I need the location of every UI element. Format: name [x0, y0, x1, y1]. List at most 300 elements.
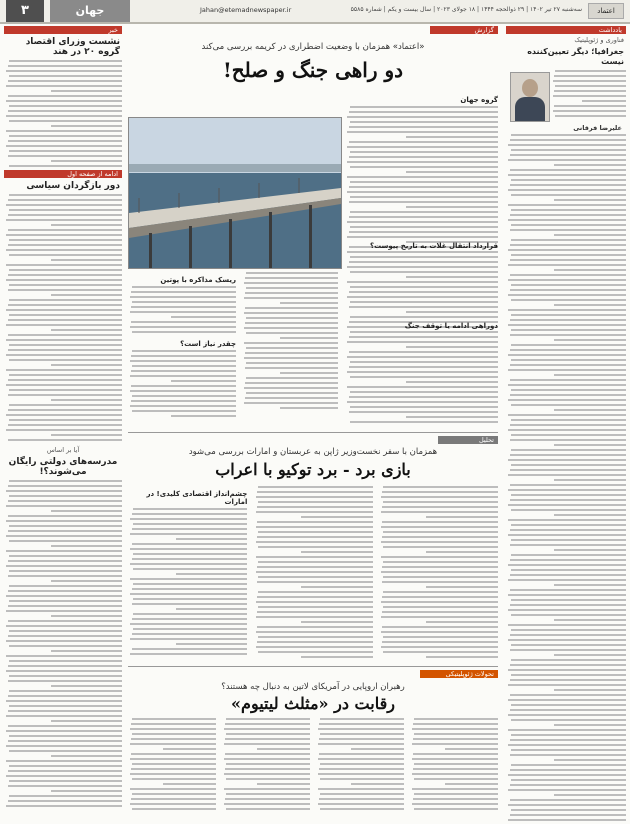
text-line: [510, 529, 626, 531]
text-line: [6, 565, 122, 567]
text-line: [412, 743, 498, 745]
text-line: [350, 271, 498, 273]
text-line: [9, 165, 122, 167]
text-line: [350, 121, 498, 123]
text-line: [510, 784, 626, 786]
text-line: [133, 508, 248, 510]
issue-meta: سه‌شنبه ۲۷ تیر ۱۴۰۲ | ۲۹ ذوالحجه ۱۴۴۴ | ۱۸ جولای ۲۰۲۳ | سال بیست و یکم | شماره ۵۵۸۵: [350, 6, 582, 13]
text-line: [257, 536, 373, 538]
continued-tag: ادامه از صفحه اول: [4, 170, 122, 178]
text-line: [224, 788, 310, 790]
text-line: [510, 634, 626, 636]
text-line: [508, 714, 626, 716]
text-line: [320, 733, 404, 735]
news-headline[interactable]: نشست وزرای اقتصاد گروه ۲۰ در هند: [25, 37, 120, 57]
text-line: [508, 819, 626, 821]
text-line: [508, 504, 626, 506]
text-line: [350, 376, 498, 378]
text-line: [51, 294, 122, 296]
text-line: [413, 738, 498, 740]
report-subhead-3: ریسک مذاکره با پوتین: [160, 276, 236, 284]
text-line: [349, 126, 498, 128]
text-line: [226, 808, 310, 810]
text-line: [8, 575, 122, 577]
text-line: [553, 95, 626, 97]
text-line: [246, 287, 338, 289]
text-line: [553, 80, 626, 82]
text-line: [350, 196, 498, 198]
text-line: [511, 509, 626, 511]
text-line: [132, 301, 236, 303]
text-line: [256, 646, 373, 648]
text-line: [225, 753, 310, 755]
text-line: [320, 778, 404, 780]
text-line: [381, 511, 498, 513]
text-line: [511, 254, 626, 256]
report-text-4: [128, 350, 236, 420]
text-line: [381, 601, 498, 603]
text-line: [225, 723, 310, 725]
text-line: [245, 367, 338, 369]
page-number: ۳: [6, 0, 44, 22]
text-line: [383, 501, 498, 503]
text-line: [244, 357, 338, 359]
text-line: [554, 444, 626, 446]
text-line: [9, 645, 122, 647]
text-line: [6, 595, 122, 597]
text-line: [132, 733, 216, 735]
text-line: [130, 311, 236, 313]
text-line: [508, 279, 626, 281]
text-line: [9, 314, 122, 316]
bridge-illustration: [129, 118, 341, 268]
text-line: [131, 355, 236, 357]
text-line: [554, 549, 626, 551]
text-line: [9, 120, 122, 122]
text-line: [6, 670, 122, 672]
text-line: [9, 630, 122, 632]
text-line: [349, 411, 498, 413]
text-line: [381, 571, 498, 573]
text-line: [320, 793, 404, 795]
text-line: [132, 588, 248, 590]
text-line: [132, 543, 248, 545]
text-line: [508, 789, 626, 791]
text-line: [554, 654, 626, 656]
column-headline[interactable]: جغرافیا؛ دیگر تعیین‌کننده نیست: [527, 47, 624, 66]
text-line: [382, 641, 498, 643]
analysis-subhead: چشم‌انداز اقتصادی کلیدی! در امارات: [146, 490, 248, 506]
text-line: [383, 561, 498, 563]
text-line: [412, 788, 498, 790]
text-line: [51, 364, 122, 366]
text-line: [51, 224, 122, 226]
text-line: [554, 759, 626, 761]
text-line: [256, 526, 373, 528]
text-line: [510, 589, 626, 591]
text-line: [508, 594, 626, 596]
text-line: [51, 790, 122, 792]
text-line: [508, 204, 626, 206]
text-line: [171, 380, 236, 382]
text-line: [555, 70, 626, 72]
text-line: [9, 374, 122, 376]
text-line: [256, 631, 373, 633]
news-text: [4, 60, 122, 170]
text-line: [6, 249, 122, 251]
text-line: [508, 474, 626, 476]
text-line: [256, 541, 373, 543]
text-line: [8, 289, 122, 291]
text-line: [6, 219, 122, 221]
text-line: [8, 439, 122, 441]
text-line: [511, 329, 626, 331]
text-line: [510, 289, 626, 291]
text-line: [350, 391, 498, 393]
text-line: [130, 653, 247, 655]
text-line: [382, 536, 498, 538]
text-line: [406, 346, 498, 348]
text-line: [8, 229, 122, 231]
text-line: [130, 296, 236, 298]
text-line: [510, 379, 626, 381]
text-line: [8, 319, 122, 321]
text-line: [412, 773, 498, 775]
text-line: [508, 459, 626, 461]
text-line: [256, 571, 373, 573]
text-line: [555, 85, 626, 87]
text-line: [130, 623, 247, 625]
text-line: [554, 269, 626, 271]
text-line: [133, 553, 248, 555]
text-line: [245, 352, 338, 354]
text-line: [257, 506, 373, 508]
text-line: [51, 510, 122, 512]
text-line: [9, 194, 122, 196]
text-line: [349, 396, 498, 398]
text-line: [511, 704, 626, 706]
text-line: [6, 70, 122, 72]
text-line: [6, 550, 122, 552]
text-line: [176, 643, 248, 645]
text-line: [8, 394, 122, 396]
text-line: [132, 603, 248, 605]
text-line: [508, 429, 626, 431]
text-line: [9, 750, 122, 752]
text-line: [132, 350, 236, 352]
text-line: [132, 718, 216, 720]
text-line: [510, 679, 626, 681]
text-line: [511, 554, 626, 556]
text-line: [510, 424, 626, 426]
text-line: [511, 749, 626, 751]
text-line: [9, 75, 122, 77]
text-line: [258, 561, 373, 563]
analysis-body: [128, 486, 498, 662]
text-line: [6, 85, 122, 87]
text-line: [257, 581, 373, 583]
text-line: [130, 578, 247, 580]
text-line: [350, 421, 498, 423]
text-line: [349, 156, 498, 158]
text-line: [9, 765, 122, 767]
text-line: [508, 414, 626, 416]
text-line: [171, 415, 236, 417]
text-line: [383, 636, 498, 638]
text-line: [244, 312, 338, 314]
text-line: [511, 779, 626, 781]
text-line: [508, 324, 626, 326]
text-line: [280, 407, 338, 409]
text-line: [383, 591, 498, 593]
text-line: [381, 496, 498, 498]
text-line: [510, 709, 626, 711]
text-line: [349, 186, 498, 188]
report-subhead-2: دوراهی ادامه یا توقف جنگ: [404, 322, 498, 330]
text-line: [224, 728, 310, 730]
text-line: [347, 341, 498, 343]
text-line: [383, 531, 498, 533]
text-line: [301, 516, 373, 518]
text-line: [414, 778, 498, 780]
text-line: [382, 521, 498, 523]
text-line: [510, 319, 626, 321]
text-line: [319, 753, 404, 755]
text-line: [245, 277, 338, 279]
text-line: [412, 758, 498, 760]
text-line: [6, 234, 122, 236]
text-line: [554, 689, 626, 691]
text-line: [318, 803, 404, 805]
text-line: [347, 266, 498, 268]
text-line: [508, 729, 626, 731]
text-line: [131, 400, 236, 402]
text-line: [224, 773, 310, 775]
text-line: [414, 733, 498, 735]
text-line: [406, 276, 498, 278]
report-body-left: [128, 272, 236, 428]
text-line: [8, 620, 122, 622]
text-line: [511, 539, 626, 541]
report-headline[interactable]: دو راهی جنگ و صلح!: [222, 58, 404, 82]
text-line: [381, 631, 498, 633]
text-line: [555, 115, 626, 117]
text-line: [510, 439, 626, 441]
text-line: [508, 219, 626, 221]
text-line: [51, 755, 122, 757]
text-line: [171, 316, 236, 318]
text-line: [280, 337, 338, 339]
text-line: [510, 229, 626, 231]
text-line: [414, 763, 498, 765]
text-line: [350, 361, 498, 363]
text-line: [510, 454, 626, 456]
text-line: [508, 519, 626, 521]
text-line: [382, 566, 498, 568]
text-line: [413, 768, 498, 770]
text-line: [9, 705, 122, 707]
text-line: [510, 154, 626, 156]
text-line: [258, 606, 373, 608]
text-line: [131, 321, 236, 323]
text-line: [6, 715, 122, 717]
text-line: [8, 590, 122, 592]
text-line: [257, 596, 373, 598]
text-line: [508, 684, 626, 686]
schools-kicker: آیا بر اساس: [46, 446, 80, 454]
text-line: [301, 551, 373, 553]
text-line: [130, 743, 216, 745]
text-line: [383, 546, 498, 548]
text-line: [8, 155, 122, 157]
text-line: [554, 374, 626, 376]
text-line: [510, 274, 626, 276]
divider-2: [128, 666, 498, 667]
text-line: [9, 795, 122, 797]
text-line: [554, 479, 626, 481]
text-line: [257, 641, 373, 643]
text-line: [511, 764, 626, 766]
text-line: [6, 775, 122, 777]
text-line: [9, 135, 122, 137]
text-line: [511, 404, 626, 406]
text-line: [130, 390, 236, 392]
text-line: [9, 690, 122, 692]
text-line: [349, 336, 498, 338]
text-line: [176, 608, 248, 610]
text-line: [319, 738, 404, 740]
text-line: [133, 598, 248, 600]
text-line: [132, 331, 236, 333]
text-line: [256, 511, 373, 513]
continued-headline[interactable]: دور بازگردان سیاسی: [26, 181, 120, 191]
text-line: [130, 593, 247, 595]
text-line: [508, 384, 626, 386]
text-line: [508, 624, 626, 626]
text-line: [6, 204, 122, 206]
text-line: [511, 149, 626, 151]
text-line: [382, 611, 498, 613]
text-line: [508, 564, 626, 566]
text-line: [6, 535, 122, 537]
text-line: [6, 490, 122, 492]
text-line: [426, 551, 498, 553]
text-line: [318, 728, 404, 730]
text-line: [511, 314, 626, 316]
report-subhead-1: قرارداد انتقال غلات به تاریخ پیوست؟: [370, 242, 498, 250]
analysis-headline[interactable]: بازی برد - برد توکیو با اعراب: [215, 460, 411, 479]
text-line: [51, 90, 122, 92]
text-line: [9, 344, 122, 346]
text-line: [350, 226, 498, 228]
text-line: [6, 414, 122, 416]
text-line: [245, 292, 338, 294]
text-line: [582, 100, 626, 102]
text-line: [256, 556, 373, 558]
right-column: [506, 26, 626, 816]
text-line: [257, 491, 373, 493]
text-line: [130, 803, 216, 805]
text-line: [257, 748, 310, 750]
text-line: [508, 774, 626, 776]
text-line: [6, 130, 122, 132]
text-line: [226, 718, 310, 720]
text-line: [319, 768, 404, 770]
text-line: [130, 638, 247, 640]
geopolitics-text-2: [316, 718, 404, 814]
text-line: [318, 773, 404, 775]
text-line: [132, 763, 216, 765]
left-column: [4, 26, 122, 816]
text-line: [245, 397, 338, 399]
text-line: [224, 803, 310, 805]
text-line: [8, 635, 122, 637]
text-line: [347, 356, 498, 358]
newspaper-logo: اعتماد: [588, 3, 624, 19]
schools-headline[interactable]: مدرسه‌های دولتی رایگان می‌شوند؟!: [8, 457, 118, 477]
text-line: [508, 174, 626, 176]
text-line: [350, 151, 498, 153]
text-line: [350, 181, 498, 183]
text-line: [349, 261, 498, 263]
text-line: [224, 758, 310, 760]
analysis-text-2: [253, 486, 372, 662]
text-line: [8, 274, 122, 276]
text-line: [351, 783, 404, 785]
text-line: [51, 720, 122, 722]
text-line: [8, 65, 122, 67]
text-line: [9, 600, 122, 602]
text-line: [280, 302, 338, 304]
geopolitics-headline[interactable]: رقابت در «مثلث لیتیوم»: [231, 694, 395, 713]
section-email[interactable]: Jahan@etemadnewspaper.ir: [200, 6, 292, 14]
text-line: [8, 710, 122, 712]
text-line: [130, 788, 216, 790]
text-line: [245, 307, 338, 309]
text-line: [350, 106, 498, 108]
text-line: [508, 354, 626, 356]
text-line: [301, 586, 373, 588]
text-line: [132, 410, 236, 412]
text-line: [412, 728, 498, 730]
text-line: [8, 605, 122, 607]
text-line: [426, 586, 498, 588]
column-tag: یادداشت: [506, 26, 626, 34]
text-line: [413, 723, 498, 725]
text-line: [554, 199, 626, 201]
text-line: [246, 272, 338, 274]
text-line: [347, 161, 498, 163]
text-line: [131, 306, 236, 308]
text-line: [320, 763, 404, 765]
text-line: [350, 301, 498, 303]
text-line: [511, 644, 626, 646]
continued-text: [4, 194, 122, 444]
text-line: [9, 269, 122, 271]
text-line: [257, 611, 373, 613]
text-line: [406, 381, 498, 383]
text-line: [511, 809, 626, 811]
text-line: [132, 286, 236, 288]
text-line: [258, 636, 373, 638]
author-byline: علیرضا فرقانی: [573, 124, 622, 132]
text-line: [349, 141, 498, 143]
text-line: [511, 599, 626, 601]
text-line: [246, 317, 338, 319]
text-line: [349, 351, 498, 353]
text-line: [6, 610, 122, 612]
text-line: [6, 279, 122, 281]
